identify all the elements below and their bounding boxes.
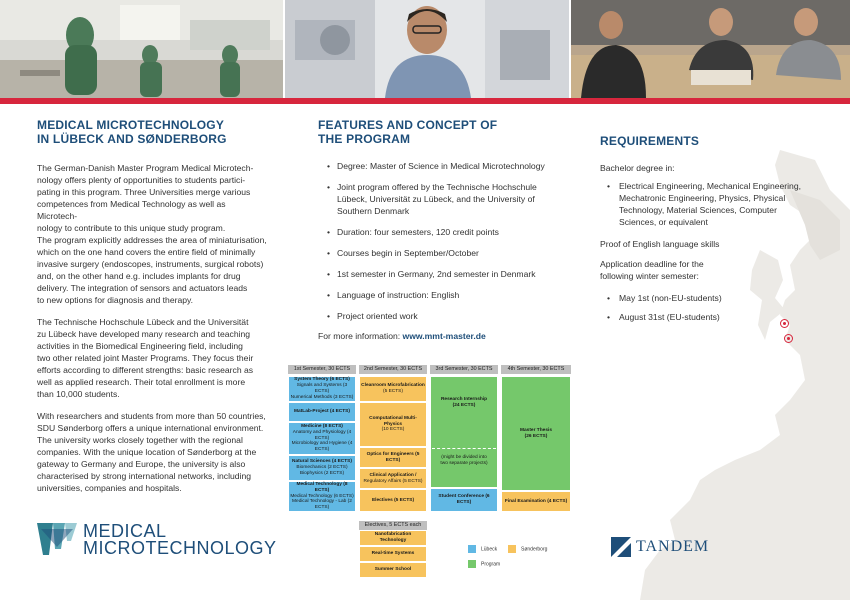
course-cell: Master Thesis (26 ECTS) [501, 376, 571, 491]
semester-4-header: 4th Semester, 30 ECTS [501, 365, 571, 374]
photo-workshop [571, 0, 850, 98]
elective-cell: Summer School [359, 562, 427, 578]
legend-lubeck: Lübeck [468, 545, 497, 553]
red-divider [0, 98, 850, 104]
mmt-logo-text: MEDICAL MICROTECHNOLOGY [83, 521, 277, 558]
semester-3-header: 3rd Semester, 30 ECTS [430, 365, 498, 374]
legend-program: Program [468, 560, 500, 568]
medical-microtechnology-logo [35, 519, 277, 561]
course-cell: Cleanroom Microfabrication (5 ECTS) [359, 376, 427, 402]
course-cell: System Theory (6 ECTS) Signals and Systems (3 ECTS) Numerical Methods (3 ECTS) [288, 376, 356, 402]
course-cell: Clinical Application / Regulatory Affairs (5 ECTS) [359, 468, 427, 489]
photo-strip [0, 0, 850, 98]
legend-swatch [508, 545, 516, 553]
intro-paragraph-2: The Technische Hochschule Lübeck and the Universität zu Lübeck have developed many research and teaching activities in the Biomedical Engineering field, including two other related joint Master Programs. They focus their efforts according to different strengths: basic research as well as applied research. Their total enrollment is more than 10,000 students. [37, 317, 254, 399]
course-cell: MatLab-Project (4 ECTS) [288, 402, 356, 422]
course-cell: Medicine (8 ECTS) Anatomy and Physiology (4 ECTS) Microbiology and Hygiene (4 ECTS) [288, 422, 356, 455]
list-item: • Electrical Engineering, Mechanical Engineering, Mechatronic Engineering, Physics, Physical Technology, Material Sciences, Computer Sciences, or equivalent [600, 180, 830, 228]
degree-list [600, 180, 830, 228]
electives-header: Electives, 5 ECTS each [359, 521, 427, 530]
features-list [318, 160, 563, 322]
curriculum-grid [288, 365, 571, 515]
location-marker-sonderborg [784, 334, 793, 343]
features-heading: FEATURES AND CONCEPT OF THE PROGRAM [318, 118, 498, 146]
location-marker-lubeck [780, 319, 789, 328]
intro-heading: MEDICAL MICROTECHNOLOGY IN LÜBECK AND SØNDERBORG [37, 118, 227, 146]
tandem-logo-text: TANDEM [636, 538, 710, 555]
course-cell: Medical Technology (8 ECTS) Medical Technology (6 ECTS) Medical Technology - Lab (2 ECTS) [288, 481, 356, 512]
intro-paragraph-3: With researchers and students from more than 50 countries, SDU Sønderborg offers a unique international environment. The university works closely together with the regional companies. With the unique location of Sønderborg at the gateway to Germany and Europe, the university is also characterised by strong international networks, including universities, companies and hospitals. [37, 411, 266, 493]
requirements-heading: REQUIREMENTS [600, 134, 700, 148]
more-info: For more information: www.mmt-master.de [318, 331, 486, 341]
requirements-column [600, 134, 830, 333]
elective-cell: Real-time Systems [359, 546, 427, 562]
list-item: • Courses begin in September/October [318, 247, 563, 259]
list-item: • Degree: Master of Science in Medical Microtechnology [318, 160, 563, 172]
photo-cleanroom [0, 0, 283, 98]
tandem-logo-icon [611, 537, 631, 557]
legend-sonderborg: Sønderborg [508, 545, 547, 553]
list-item: • Joint program offered by the Technische Hochschule Lübeck, Universität zu Lübeck, and the University of Southern Denmark [318, 181, 563, 217]
list-item: • Project oriented work [318, 310, 563, 322]
intro-paragraph-1: The German-Danish Master Program Medical Microtech- nology offers plenty of opportunities to students partici- pating in this program. Three Universities merge various competences from Medical Technology as well as Microtech- nology to contribute to this unique study program. The program explicitly addresses the area of miniaturisation, which on the one hand covers the entire field of minimally invasive surgery (endoscopes, instruments, surgical robots) and, on the other hand e.g. includes implants for drug delivery. The integration of sensors and actuators leads to new options for diagnosis and therapy. [37, 163, 267, 305]
photo-student-lab [285, 0, 569, 98]
deadline-label: Application deadline for the following winter semester: [600, 259, 704, 281]
list-item: • Duration: four semesters, 120 credit points [318, 226, 563, 238]
course-cell: Student Conference (6 ECTS) [430, 488, 498, 512]
list-item: • 1st semester in Germany, 2nd semester in Denmark [318, 268, 563, 280]
course-cell: Optics for Engineers (5 ECTS) [359, 447, 427, 468]
english-requirement: Proof of English language skills [600, 239, 720, 249]
deadline-list [600, 292, 830, 323]
elective-cell: Nanofabrication Technology [359, 530, 427, 546]
website-link[interactable]: www.mmt-master.de [402, 331, 486, 341]
semester-2-header: 2nd Semester, 30 ECTS [359, 365, 427, 374]
list-item: • Language of instruction: English [318, 289, 563, 301]
legend-swatch [468, 560, 476, 568]
list-item: • August 31st (EU-students) [600, 311, 830, 323]
mmt-logo-icon [35, 519, 79, 559]
course-cell: Research Internship (24 ECTS) (might be divided into two separate projects) [430, 376, 498, 488]
course-cell: Final Examination (4 ECTS) [501, 491, 571, 512]
course-cell: Electives (5 ECTS) [359, 489, 427, 512]
course-cell: Natural Sciences (4 ECTS) Biomechanics (2 ECTS) Biophysics (2 ECTS) [288, 455, 356, 481]
features-column [318, 118, 563, 342]
semester-1-header: 1st Semester, 30 ECTS [288, 365, 356, 374]
bachelor-label: Bachelor degree in: [600, 163, 675, 173]
list-item: • May 1st (non-EU-students) [600, 292, 830, 304]
legend-swatch [468, 545, 476, 553]
course-cell: Computational Multi-Physics (10 ECTS) [359, 402, 427, 447]
intro-column [37, 118, 267, 504]
